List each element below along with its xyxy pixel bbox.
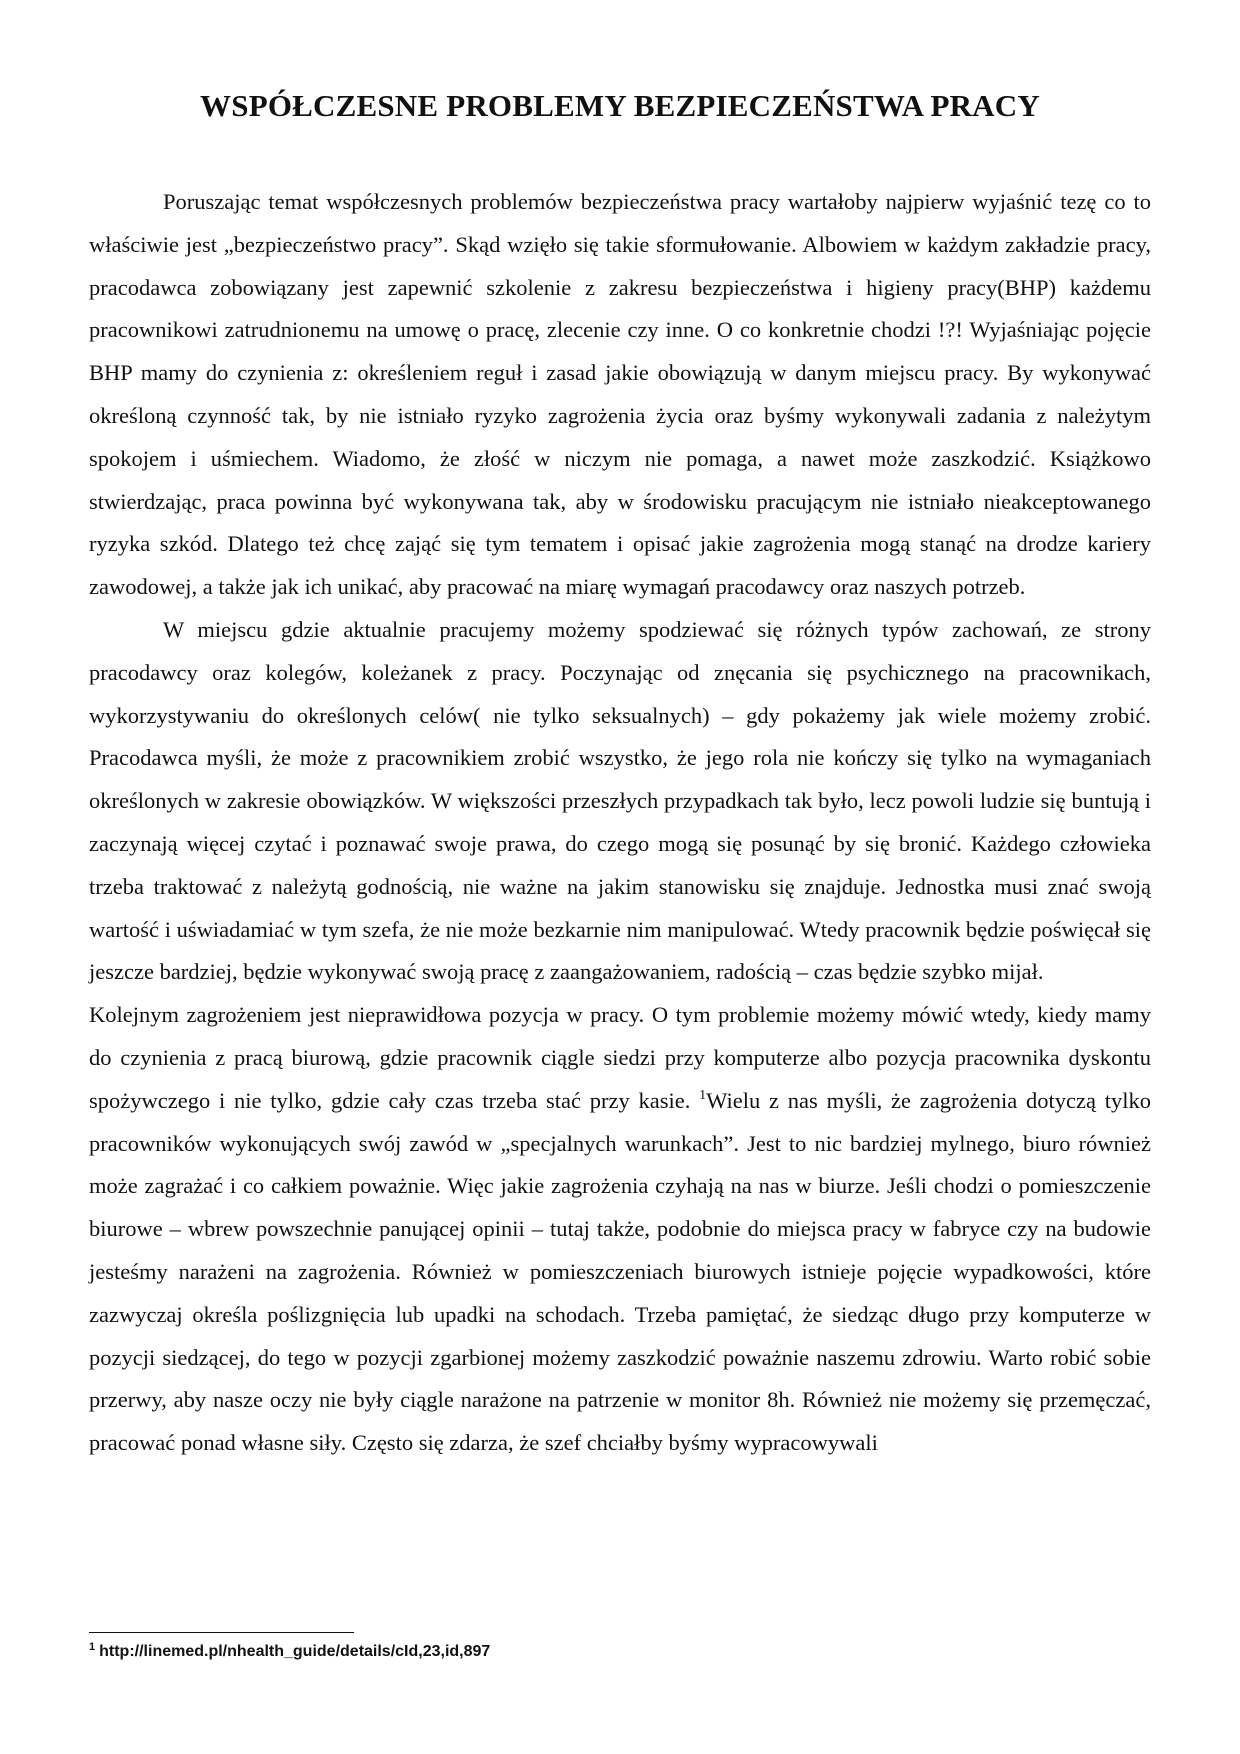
footnote-link[interactable]: http://linemed.pl/nhealth_guide/details/cId,23,id,897 <box>99 1643 491 1660</box>
paragraph-3-text-start: Kolejnym zagrożeniem jest nieprawidłowa pozycja w pracy. O tym problemie możemy mówić wtedy, kiedy mamy do czynienia z pracą biurową, gdzie pracownik ciągle siedzi przy komputerze albo pozycja pracownika dyskontu spożywczego i nie tylko, gdzie cały czas trzeba stać przy kasie. <box>89 1002 1151 1113</box>
footnote-reference[interactable]: 1 <box>699 1087 707 1103</box>
document-title: WSPÓŁCZESNE PROBLEMY BEZPIECZEŃSTWA PRACY <box>200 88 1040 123</box>
footnote <box>89 1641 1151 1663</box>
footnote-number: 1 <box>89 1641 96 1653</box>
paragraph-1: Poruszając temat współczesnych problemów bezpieczeństwa pracy wartałoby najpierw wyjaśnić tezę co to właściwie jest „bezpieczeństwo pracy”. Skąd wzięło się takie sformułowanie. Albowiem w każdym zakładzie pracy, pracodawca zobowiązany jest zapewnić szkolenie z zakresu bezpieczeństwa i higieny pracy(BHP) każdemu pracownikowi zatrudnionemu na umowę o pracę, zlecenie czy inne. O co konkretnie chodzi !?! Wyjaśniając pojęcie BHP mamy do czynienia z: określeniem reguł i zasad jakie obowiązują w danym miejscu pracy. By wykonywać określoną czynność tak, by nie istniało ryzyko zagrożenia życia oraz byśmy wykonywali zadania z należytym spokojem i uśmiechem. Wiadomo, że złość w niczym nie pomaga, a nawet może zaszkodzić. Książkowo stwierdzając, praca powinna być wykonywana tak, aby w środowisku pracującym nie istniało nieakceptowanego ryzyka szkód. Dlatego też chcę zająć się tym tematem i opisać jakie zagrożenia mogą stanąć na drodze kariery zawodowej, a także jak ich unikać, aby pracować na miarę wymagań pracodawcy oraz naszych potrzeb. <box>89 189 1151 600</box>
paragraph-2: W miejscu gdzie aktualnie pracujemy możemy spodziewać się różnych typów zachowań, ze strony pracodawcy oraz kolegów, koleżanek z pracy. Poczynając od znęcania się psychicznego na pracownikach, wykorzystywaniu do określonych celów( nie tylko seksualnych) – gdy pokażemy jak wiele możemy zrobić. Pracodawca myśli, że może z pracownikiem zrobić wszystko, że jego rola nie kończy się tylko na wymaganiach określonych w zakresie obowiązków. W większości przeszłych przypadkach tak było, lecz powoli ludzie się buntują i zaczynają więcej czytać i poznawać swoje prawa, do czego mogą się posunąć by się bronić. Każdego człowieka trzeba traktować z należytą godnością, nie ważne na jakim stanowisku się znajduje. Jednostka musi znać swoją wartość i uświadamiać w tym szefa, że nie może bezkarnie nim manipulować. Wtedy pracownik będzie poświęcał się jeszcze bardziej, będzie wykonywać swoją pracę z zaangażowaniem, radością – czas będzie szybko mijał. <box>89 616 1151 985</box>
document-body <box>89 181 1151 1465</box>
footnote-separator <box>89 1632 354 1633</box>
paragraph-3 <box>89 994 1151 1465</box>
paragraph-3-text-end: Wielu z nas myśli, że zagrożenia dotyczą tylko pracowników wykonujących swój zawód w „specjalnych warunkach”. Jest to nic bardziej mylnego, biuro również może zagrażać i co całkiem poważnie. Więc jakie zagrożenia czyhają na nas w biurze. Jeśli chodzi o pomieszczenie biurowe – wbrew powszechnie panującej opinii – tutaj także, podobnie do miejsca pracy w fabryce czy na budowie jesteśmy narażeni na zagrożenia. Również w pomieszczeniach biurowych istnieje pojęcie wypadkowości, które zazwyczaj określa poślizgnięcia lub upadki na schodach. Trzeba pamiętać, że siedząc długo przy komputerze w pozycji siedzącej, do tego w pozycji zgarbionej możemy zaszkodzić poważnie naszemu zdrowiu. Warto robić sobie przerwy, aby nasze oczy nie były ciągle narażone na patrzenie w monitor 8h. Również nie możemy się przemęczać, pracować ponad własne siły. Często się zdarza, że szef chciałby byśmy wypracowywali <box>89 1087 1151 1456</box>
